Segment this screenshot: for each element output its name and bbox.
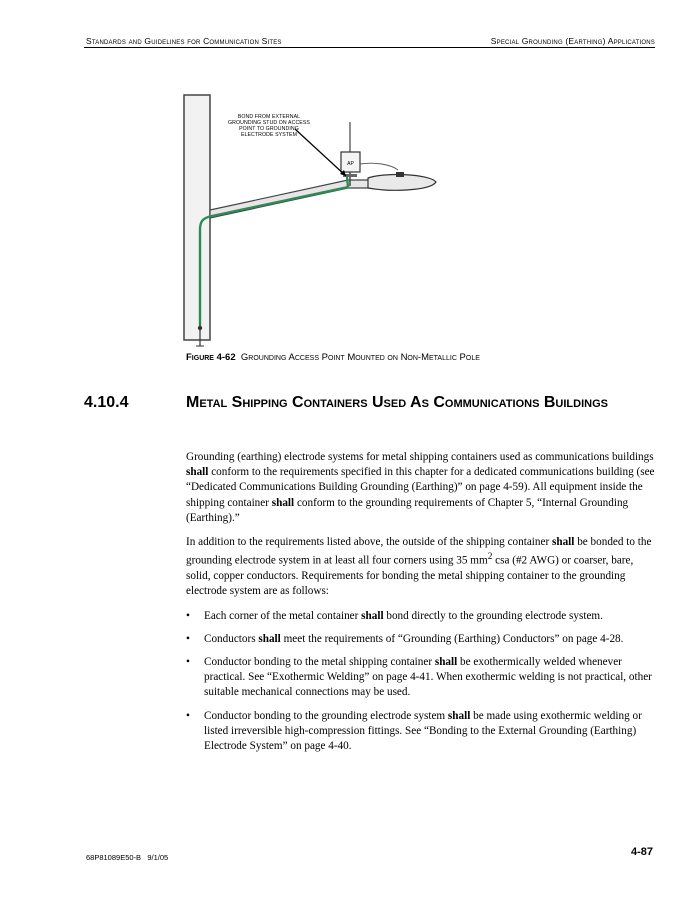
paragraph-2: In addition to the requirements listed above, the outside of the shipping container shall be bonded to the grounding electrode system in at least all four corners using 35 $mm^2$ csa (#2 AWG) or coarser, bare, solid, copper conductors. Requirements for bonding the metal shipping container to the grounding electrode system are as follows: — [186, 536, 652, 598]
running-header-right: Special Grounding (Earthing) Applications — [490, 36, 655, 46]
bullet-icon: • — [186, 709, 190, 722]
paragraph-1: Grounding (earthing) electrode systems for metal shipping containers used as communications buildings shall conform to the requirements specified in this chapter for a dedicated communications building (see “Dedicated Communications Building Grounding (Earthing)” on page 4-59). All equipment inside the shipping container shall conform to the grounding requirements of Chapter 5, “Internal Grounding (Earthing).” — [186, 451, 655, 524]
access-point-label: AP — [347, 161, 354, 167]
body-text — [186, 450, 656, 762]
power-cord — [360, 163, 398, 170]
bullet-icon: • — [186, 632, 190, 645]
caption-number: Figure 4-62 — [186, 352, 236, 363]
bullet-icon: • — [186, 609, 190, 622]
requirements-list — [186, 609, 656, 755]
bullet-icon: • — [186, 655, 190, 668]
caption-text: Grounding Access Point Mounted on Non-Metallic Pole — [240, 352, 480, 363]
document-id: 68P81089E50-B — [86, 853, 142, 862]
ground-connection — [198, 326, 202, 330]
list-item: • Each corner of the metal container shall bond directly to the grounding electrode system. — [186, 609, 656, 624]
list-item: • Conductor bonding to the metal shipping container shall be exothermically welded whenever practical. See “Exothermic Welding” on page 4-41. When exothermic welding is not practical, other suitable mechanical connections may be used. — [186, 655, 652, 699]
figure-pole-illustration — [180, 92, 450, 350]
list-item: • Conductor bonding to the grounding electrode system shall be made using exothermic welding or listed irreversible high-compression fittings. See “Bonding to the External Grounding (Earthing) Electrode System” on page 4-40. — [186, 709, 642, 752]
figure-callout: BOND FROM EXTERNAL GROUNDING STUD ON ACCESS POINT TO GROUNDING ELECTRODE SYSTEM — [228, 114, 310, 138]
header-rule — [84, 47, 655, 48]
luminaire-cap — [396, 172, 404, 177]
running-header-left: Standards and Guidelines for Communication Sites — [86, 36, 282, 46]
list-item: • Conductors shall meet the requirements of “Grounding (Earthing) Conductors” on page 4-28. — [186, 632, 656, 647]
document-date: 9/1/05 — [147, 853, 169, 862]
section-title: Metal Shipping Containers Used As Communications Buildings — [186, 394, 608, 411]
figure-caption — [186, 352, 480, 363]
page-number: 4-87 — [630, 846, 653, 858]
section-number: 4.10.4 — [84, 394, 129, 411]
footer-doc-info — [86, 853, 168, 862]
